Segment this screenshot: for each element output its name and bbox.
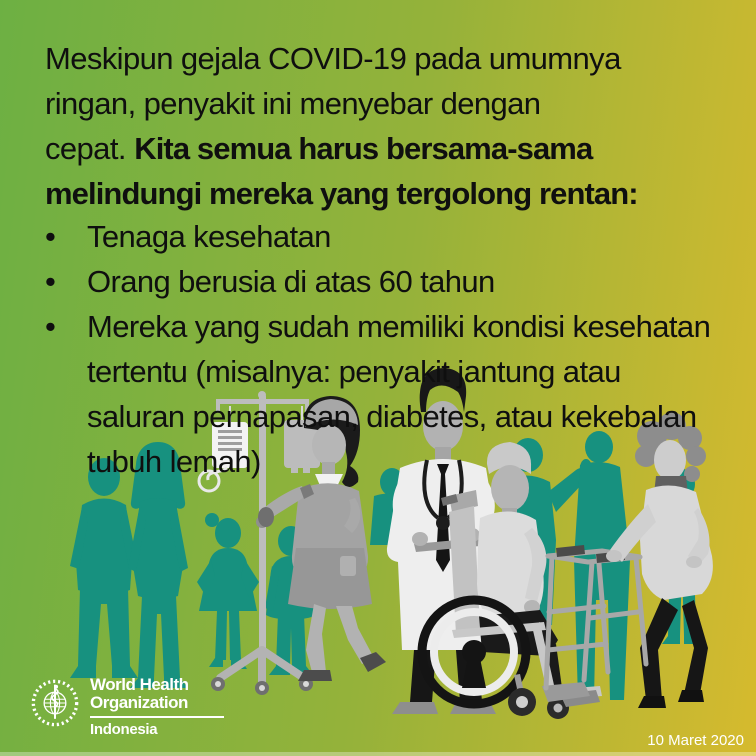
list-item — [45, 259, 710, 304]
headline — [45, 36, 638, 216]
man-silhouette — [70, 458, 138, 678]
vulnerable-groups-list — [45, 214, 710, 484]
who-org-name-line-2: Organization — [90, 693, 188, 712]
who-logo-text — [90, 676, 224, 738]
who-logo — [30, 676, 224, 738]
bullet-marker: • — [45, 264, 56, 299]
list-item-text: Tenaga kesehatan — [87, 219, 331, 254]
headline-line-2: ringan, penyakit ini menyebar dengan — [45, 86, 541, 121]
bullet-marker: • — [45, 309, 56, 344]
headline-line-1: Meskipun gejala COVID-19 pada umumnya — [45, 41, 621, 76]
who-emblem-icon — [30, 678, 80, 728]
bullet-marker: • — [45, 219, 56, 254]
list-item-text: Mereka yang sudah memiliki kondisi kesehatan tertentu (misalnya: penyakit jantung atau saluran pernapasan, diabetes, atau kekebalan tubuh lemah) — [87, 309, 711, 479]
headline-line-4: melindungi mereka yang tergolong rentan: — [45, 176, 638, 211]
list-item-text: Orang berusia di atas 60 tahun — [87, 264, 495, 299]
bottom-edge-strip — [0, 752, 756, 756]
headline-line-3-regular: cepat. — [45, 131, 126, 166]
headline-line-3 — [45, 126, 638, 171]
publication-date: 10 Maret 2020 — [647, 732, 744, 749]
who-org-name-line-1: World Health — [90, 675, 189, 694]
headline-line-3-bold: Kita semua harus bersama-sama — [134, 131, 593, 166]
list-item — [45, 304, 710, 484]
list-item — [45, 214, 710, 259]
logo-divider — [90, 716, 224, 718]
girl-silhouette — [197, 513, 259, 669]
who-region-label: Indonesia — [90, 721, 158, 738]
